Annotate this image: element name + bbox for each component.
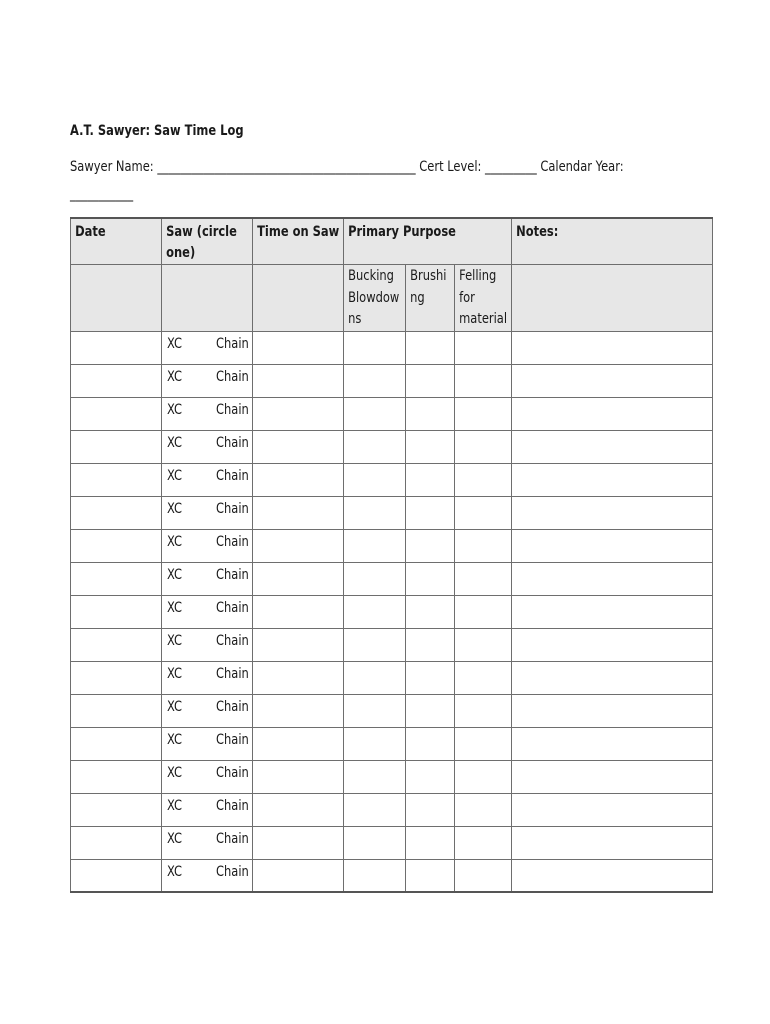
felling-cell[interactable] xyxy=(455,463,512,496)
felling-cell[interactable] xyxy=(455,496,512,529)
subheader-empty xyxy=(71,265,162,332)
notes-cell[interactable] xyxy=(512,793,713,826)
saw-option-chain[interactable]: Chain xyxy=(216,335,249,352)
felling-cell[interactable] xyxy=(455,793,512,826)
saw-option-chain[interactable]: Chain xyxy=(216,434,249,451)
table-row xyxy=(71,595,713,628)
notes-cell[interactable] xyxy=(512,859,713,892)
brushing-cell[interactable] xyxy=(406,562,455,595)
table-row xyxy=(71,826,713,859)
saw-option-xc[interactable]: XC xyxy=(167,335,183,352)
date-header: Date xyxy=(71,218,162,265)
saw-cell xyxy=(162,397,253,430)
saw-cell xyxy=(162,529,253,562)
notes-cell[interactable] xyxy=(512,529,713,562)
bucking-cell[interactable] xyxy=(344,727,406,760)
notes-cell[interactable] xyxy=(512,595,713,628)
table-row xyxy=(71,496,713,529)
bucking-cell[interactable] xyxy=(344,331,406,364)
time-cell[interactable] xyxy=(253,661,344,694)
time-cell[interactable] xyxy=(253,397,344,430)
saw-option-xc[interactable]: XC xyxy=(167,368,183,385)
saw-cell xyxy=(162,364,253,397)
saw-option-chain[interactable]: Chain xyxy=(216,698,249,715)
page-title: A.T. Sawyer: Saw Time Log xyxy=(70,123,244,139)
subheader-row xyxy=(71,265,713,332)
date-cell[interactable] xyxy=(71,694,162,727)
notes-cell[interactable] xyxy=(512,364,713,397)
saw-option-chain[interactable]: Chain xyxy=(216,401,249,418)
saw-option-xc[interactable]: XC xyxy=(167,434,183,451)
felling-cell[interactable] xyxy=(455,529,512,562)
bucking-cell[interactable] xyxy=(344,793,406,826)
notes-cell[interactable] xyxy=(512,496,713,529)
date-cell[interactable] xyxy=(71,496,162,529)
saw-cell xyxy=(162,562,253,595)
felling-cell[interactable] xyxy=(455,430,512,463)
time-cell[interactable] xyxy=(253,727,344,760)
felling-cell[interactable] xyxy=(455,859,512,892)
saw-option-chain[interactable]: Chain xyxy=(216,863,249,880)
time-cell[interactable] xyxy=(253,793,344,826)
notes-cell[interactable] xyxy=(512,562,713,595)
notes-cell[interactable] xyxy=(512,826,713,859)
saw-option-chain[interactable]: Chain xyxy=(216,368,249,385)
time-cell[interactable] xyxy=(253,628,344,661)
felling-cell[interactable] xyxy=(455,331,512,364)
saw-option-xc[interactable]: XC xyxy=(167,566,183,583)
brushing-cell[interactable] xyxy=(406,793,455,826)
notes-cell[interactable] xyxy=(512,760,713,793)
felling-cell[interactable] xyxy=(455,694,512,727)
table-row xyxy=(71,694,713,727)
time-cell[interactable] xyxy=(253,760,344,793)
saw-time-log-table xyxy=(70,217,713,893)
saw-cell xyxy=(162,430,253,463)
saw-option-xc[interactable]: XC xyxy=(167,797,183,814)
time-cell[interactable] xyxy=(253,529,344,562)
notes-cell[interactable] xyxy=(512,397,713,430)
time-cell[interactable] xyxy=(253,826,344,859)
bucking-cell[interactable] xyxy=(344,694,406,727)
saw-option-chain[interactable]: Chain xyxy=(216,467,249,484)
bucking-cell[interactable] xyxy=(344,661,406,694)
date-cell[interactable] xyxy=(71,595,162,628)
saw-option-chain[interactable]: Chain xyxy=(216,599,249,616)
brushing-cell[interactable] xyxy=(406,826,455,859)
brushing-cell[interactable] xyxy=(406,430,455,463)
table-row xyxy=(71,529,713,562)
brushing-cell[interactable] xyxy=(406,331,455,364)
saw-option-chain[interactable]: Chain xyxy=(216,632,249,649)
table-row xyxy=(71,628,713,661)
time-cell[interactable] xyxy=(253,364,344,397)
date-cell[interactable] xyxy=(71,430,162,463)
saw-option-xc[interactable]: XC xyxy=(167,500,183,517)
saw-option-chain[interactable]: Chain xyxy=(216,533,249,550)
bucking-cell[interactable] xyxy=(344,430,406,463)
date-cell[interactable] xyxy=(71,760,162,793)
time-cell[interactable] xyxy=(253,496,344,529)
felling-for-material-header: Felling for material xyxy=(455,265,512,332)
date-cell[interactable] xyxy=(71,529,162,562)
notes-cell[interactable] xyxy=(512,628,713,661)
bucking-cell[interactable] xyxy=(344,397,406,430)
brushing-cell[interactable] xyxy=(406,694,455,727)
table-row xyxy=(71,793,713,826)
saw-cell xyxy=(162,859,253,892)
saw-option-chain[interactable]: Chain xyxy=(216,566,249,583)
table-row xyxy=(71,364,713,397)
felling-cell[interactable] xyxy=(455,628,512,661)
date-cell[interactable] xyxy=(71,628,162,661)
date-cell[interactable] xyxy=(71,364,162,397)
saw-option-xc[interactable]: XC xyxy=(167,863,183,880)
time-cell[interactable] xyxy=(253,694,344,727)
notes-cell[interactable] xyxy=(512,463,713,496)
saw-option-xc[interactable]: XC xyxy=(167,830,183,847)
notes-cell[interactable] xyxy=(512,694,713,727)
bucking-cell[interactable] xyxy=(344,463,406,496)
header-row xyxy=(71,218,713,265)
brushing-cell[interactable] xyxy=(406,859,455,892)
date-cell[interactable] xyxy=(71,562,162,595)
saw-option-xc[interactable]: XC xyxy=(167,665,183,682)
bucking-cell[interactable] xyxy=(344,364,406,397)
saw-header: Saw (circle one) xyxy=(162,218,253,265)
table-row xyxy=(71,760,713,793)
saw-cell xyxy=(162,331,253,364)
time-cell[interactable] xyxy=(253,463,344,496)
table-row xyxy=(71,463,713,496)
table-row xyxy=(71,331,713,364)
saw-cell xyxy=(162,793,253,826)
brushing-cell[interactable] xyxy=(406,595,455,628)
felling-cell[interactable] xyxy=(455,661,512,694)
time-cell[interactable] xyxy=(253,562,344,595)
felling-cell[interactable] xyxy=(455,397,512,430)
brushing-cell[interactable] xyxy=(406,760,455,793)
table-row xyxy=(71,859,713,892)
saw-option-xc[interactable]: XC xyxy=(167,401,183,418)
brushing-cell[interactable] xyxy=(406,661,455,694)
bucking-cell[interactable] xyxy=(344,760,406,793)
date-cell[interactable] xyxy=(71,331,162,364)
notes-cell[interactable] xyxy=(512,727,713,760)
brushing-cell[interactable] xyxy=(406,364,455,397)
date-cell[interactable] xyxy=(71,826,162,859)
bucking-cell[interactable] xyxy=(344,529,406,562)
saw-option-chain[interactable]: Chain xyxy=(216,665,249,682)
saw-cell xyxy=(162,727,253,760)
saw-cell xyxy=(162,595,253,628)
saw-option-xc[interactable]: XC xyxy=(167,632,183,649)
felling-cell[interactable] xyxy=(455,826,512,859)
time-cell[interactable] xyxy=(253,331,344,364)
time-cell[interactable] xyxy=(253,595,344,628)
date-cell[interactable] xyxy=(71,397,162,430)
date-cell[interactable] xyxy=(71,727,162,760)
notes-cell[interactable] xyxy=(512,430,713,463)
brushing-cell[interactable] xyxy=(406,727,455,760)
saw-option-xc[interactable]: XC xyxy=(167,467,183,484)
brushing-cell[interactable] xyxy=(406,496,455,529)
bucking-blowdowns-header: Bucking Blowdow ns xyxy=(344,265,406,332)
brushing-header: Brushi ng xyxy=(406,265,455,332)
date-cell[interactable] xyxy=(71,793,162,826)
table-row xyxy=(71,397,713,430)
bucking-cell[interactable] xyxy=(344,826,406,859)
saw-option-chain[interactable]: Chain xyxy=(216,500,249,517)
notes-header: Notes: xyxy=(512,218,713,265)
date-cell[interactable] xyxy=(71,859,162,892)
felling-cell[interactable] xyxy=(455,595,512,628)
subheader-empty xyxy=(162,265,253,332)
time-cell[interactable] xyxy=(253,430,344,463)
saw-option-chain[interactable]: Chain xyxy=(216,731,249,748)
saw-cell xyxy=(162,826,253,859)
bucking-cell[interactable] xyxy=(344,496,406,529)
date-cell[interactable] xyxy=(71,463,162,496)
saw-cell xyxy=(162,661,253,694)
bucking-cell[interactable] xyxy=(344,562,406,595)
subheader-empty xyxy=(512,265,713,332)
felling-cell[interactable] xyxy=(455,562,512,595)
saw-option-xc[interactable]: XC xyxy=(167,698,183,715)
time-on-saw-header: Time on Saw xyxy=(253,218,344,265)
table-row xyxy=(71,430,713,463)
saw-option-chain[interactable]: Chain xyxy=(216,797,249,814)
notes-cell[interactable] xyxy=(512,661,713,694)
subheader-empty xyxy=(253,265,344,332)
saw-cell xyxy=(162,760,253,793)
saw-option-chain[interactable]: Chain xyxy=(216,764,249,781)
bucking-cell[interactable] xyxy=(344,628,406,661)
saw-cell xyxy=(162,463,253,496)
brushing-cell[interactable] xyxy=(406,628,455,661)
date-cell[interactable] xyxy=(71,661,162,694)
saw-cell xyxy=(162,628,253,661)
saw-option-xc[interactable]: XC xyxy=(167,533,183,550)
felling-cell[interactable] xyxy=(455,727,512,760)
primary-purpose-header: Primary Purpose xyxy=(344,218,512,265)
saw-option-xc[interactable]: XC xyxy=(167,731,183,748)
saw-option-xc[interactable]: XC xyxy=(167,599,183,616)
saw-cell xyxy=(162,694,253,727)
table-row xyxy=(71,562,713,595)
brushing-cell[interactable] xyxy=(406,529,455,562)
notes-cell[interactable] xyxy=(512,331,713,364)
saw-option-xc[interactable]: XC xyxy=(167,764,183,781)
time-cell[interactable] xyxy=(253,859,344,892)
sawyer-info-line: Sawyer Name: _____________________________________________ Cert Level: _________ Calendar Year: xyxy=(70,159,624,175)
saw-option-chain[interactable]: Chain xyxy=(216,830,249,847)
felling-cell[interactable] xyxy=(455,364,512,397)
brushing-cell[interactable] xyxy=(406,463,455,496)
brushing-cell[interactable] xyxy=(406,397,455,430)
table-row xyxy=(71,661,713,694)
bucking-cell[interactable] xyxy=(344,859,406,892)
bucking-cell[interactable] xyxy=(344,595,406,628)
table-row xyxy=(71,727,713,760)
felling-cell[interactable] xyxy=(455,760,512,793)
saw-cell xyxy=(162,496,253,529)
calendar-year-blank: ___________ xyxy=(70,186,134,202)
